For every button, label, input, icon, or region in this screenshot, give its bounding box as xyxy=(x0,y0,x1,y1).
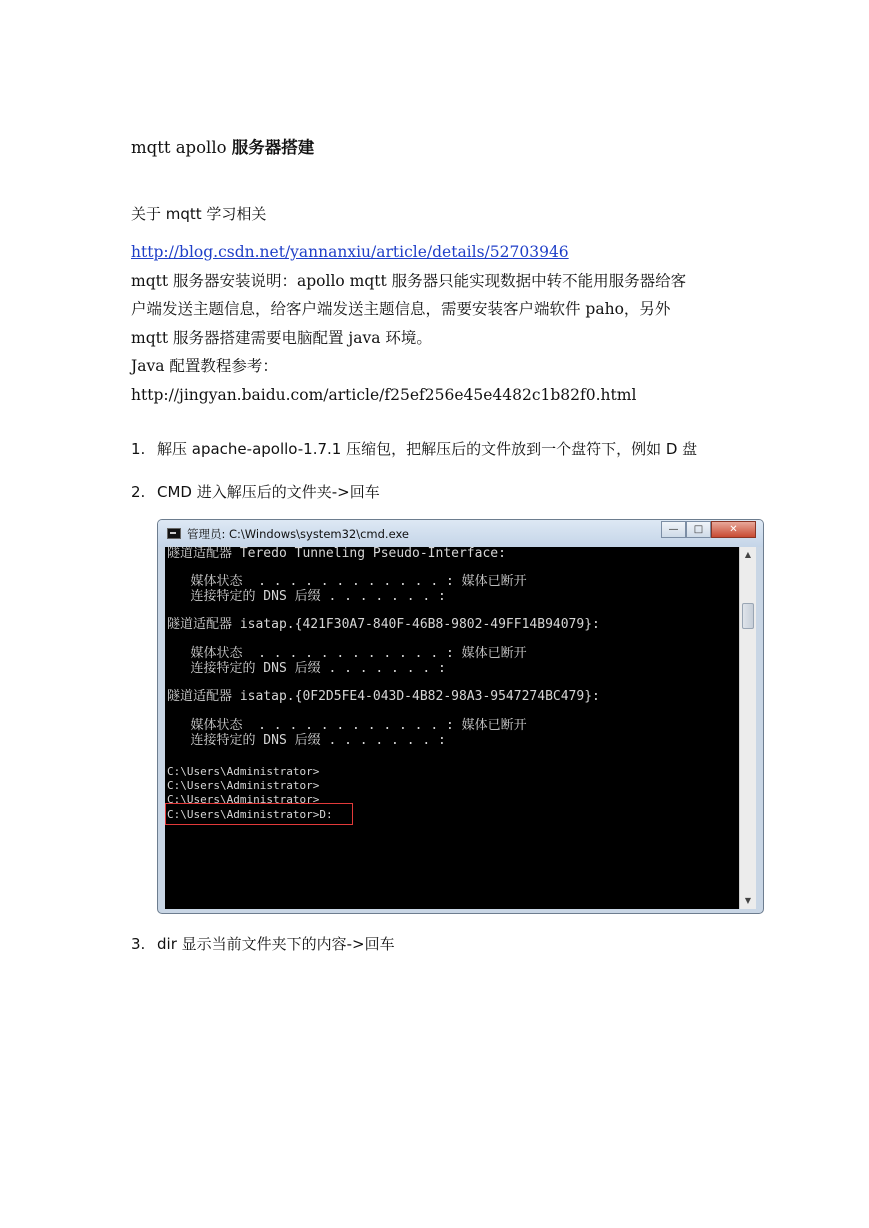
document-title xyxy=(131,137,314,159)
step-number: 3. xyxy=(131,935,146,953)
intro-paragraph xyxy=(131,238,741,410)
command-highlight-box xyxy=(165,803,353,825)
window-controls xyxy=(661,521,756,539)
step-3 xyxy=(131,934,395,954)
step-text: 解压 apache-apollo-1.7.1 压缩包，把解压后的文件放到一个盘符下，例如 D 盘 xyxy=(157,440,698,458)
step-number: 2. xyxy=(131,483,146,501)
console-line: 隧道适配器 Teredo Tunneling Pseudo-Interface: xyxy=(167,546,506,561)
cmd-window-title: 管理员: C:\Windows\system32\cmd.exe xyxy=(187,527,409,541)
console-output xyxy=(165,547,739,909)
title-latin: mqtt apollo xyxy=(131,138,232,157)
console-line: 隧道适配器 isatap.{0F2D5FE4-043D-4B82-98A3-9547274BC479}: xyxy=(167,689,600,704)
close-icon[interactable]: ✕ xyxy=(711,521,756,538)
minimize-icon[interactable]: — xyxy=(661,521,686,538)
console-line: 连接特定的 DNS 后缀 . . . . . . . : xyxy=(167,733,446,748)
console-line: 连接特定的 DNS 后缀 . . . . . . . : xyxy=(167,589,446,604)
csdn-link[interactable]: http://blog.csdn.net/yannanxiu/article/details/52703946 xyxy=(131,243,569,261)
console-line: 媒体状态 . . . . . . . . . . . . : 媒体已断开 xyxy=(167,718,527,733)
scrollbar-thumb[interactable] xyxy=(742,603,754,629)
console-scrollbar[interactable] xyxy=(739,547,756,909)
para-line-1: mqtt 服务器安装说明：apollo mqtt 服务器只能实现数据中转不能用服务器给客 xyxy=(131,271,687,290)
step-text: CMD 进入解压后的文件夹->回车 xyxy=(157,483,380,501)
cmd-titlebar xyxy=(158,520,763,547)
console-line: 媒体状态 . . . . . . . . . . . . : 媒体已断开 xyxy=(167,646,527,661)
para-line-5: http://jingyan.baidu.com/article/f25ef256e45e4482c1b82f0.html xyxy=(131,385,637,404)
console-line: 连接特定的 DNS 后缀 . . . . . . . : xyxy=(167,661,446,676)
para-line-3: mqtt 服务器搭建需要电脑配置 java 环境。 xyxy=(131,328,432,347)
step-2 xyxy=(131,482,380,502)
section-heading: 关于 mqtt 学习相关 xyxy=(131,205,267,223)
scroll-down-icon[interactable]: ▼ xyxy=(744,896,752,905)
console-line: C:\Users\Administrator>D: xyxy=(167,808,333,821)
step-1 xyxy=(131,439,697,459)
maximize-icon[interactable]: □ xyxy=(686,521,711,538)
console-line: C:\Users\Administrator> xyxy=(167,765,320,778)
step-text: dir 显示当前文件夹下的内容->回车 xyxy=(157,935,395,953)
para-line-2: 户端发送主题信息，给客户端发送主题信息，需要安装客户端软件 paho，另外 xyxy=(131,300,671,319)
console-line: C:\Users\Administrator> xyxy=(167,779,320,792)
console-line: C:\Users\Administrator> xyxy=(167,793,320,806)
para-line-4: Java 配置教程参考： xyxy=(131,357,278,376)
cmd-window-screenshot xyxy=(157,519,764,914)
console-line: 隧道适配器 isatap.{421F30A7-840F-46B8-9802-49FF14B94079}: xyxy=(167,617,600,632)
cmd-app-icon xyxy=(167,528,181,539)
title-cn: 服务器搭建 xyxy=(231,138,315,157)
scroll-up-icon[interactable]: ▲ xyxy=(744,550,752,559)
console-line: 媒体状态 . . . . . . . . . . . . : 媒体已断开 xyxy=(167,574,527,589)
step-number: 1. xyxy=(131,440,146,458)
